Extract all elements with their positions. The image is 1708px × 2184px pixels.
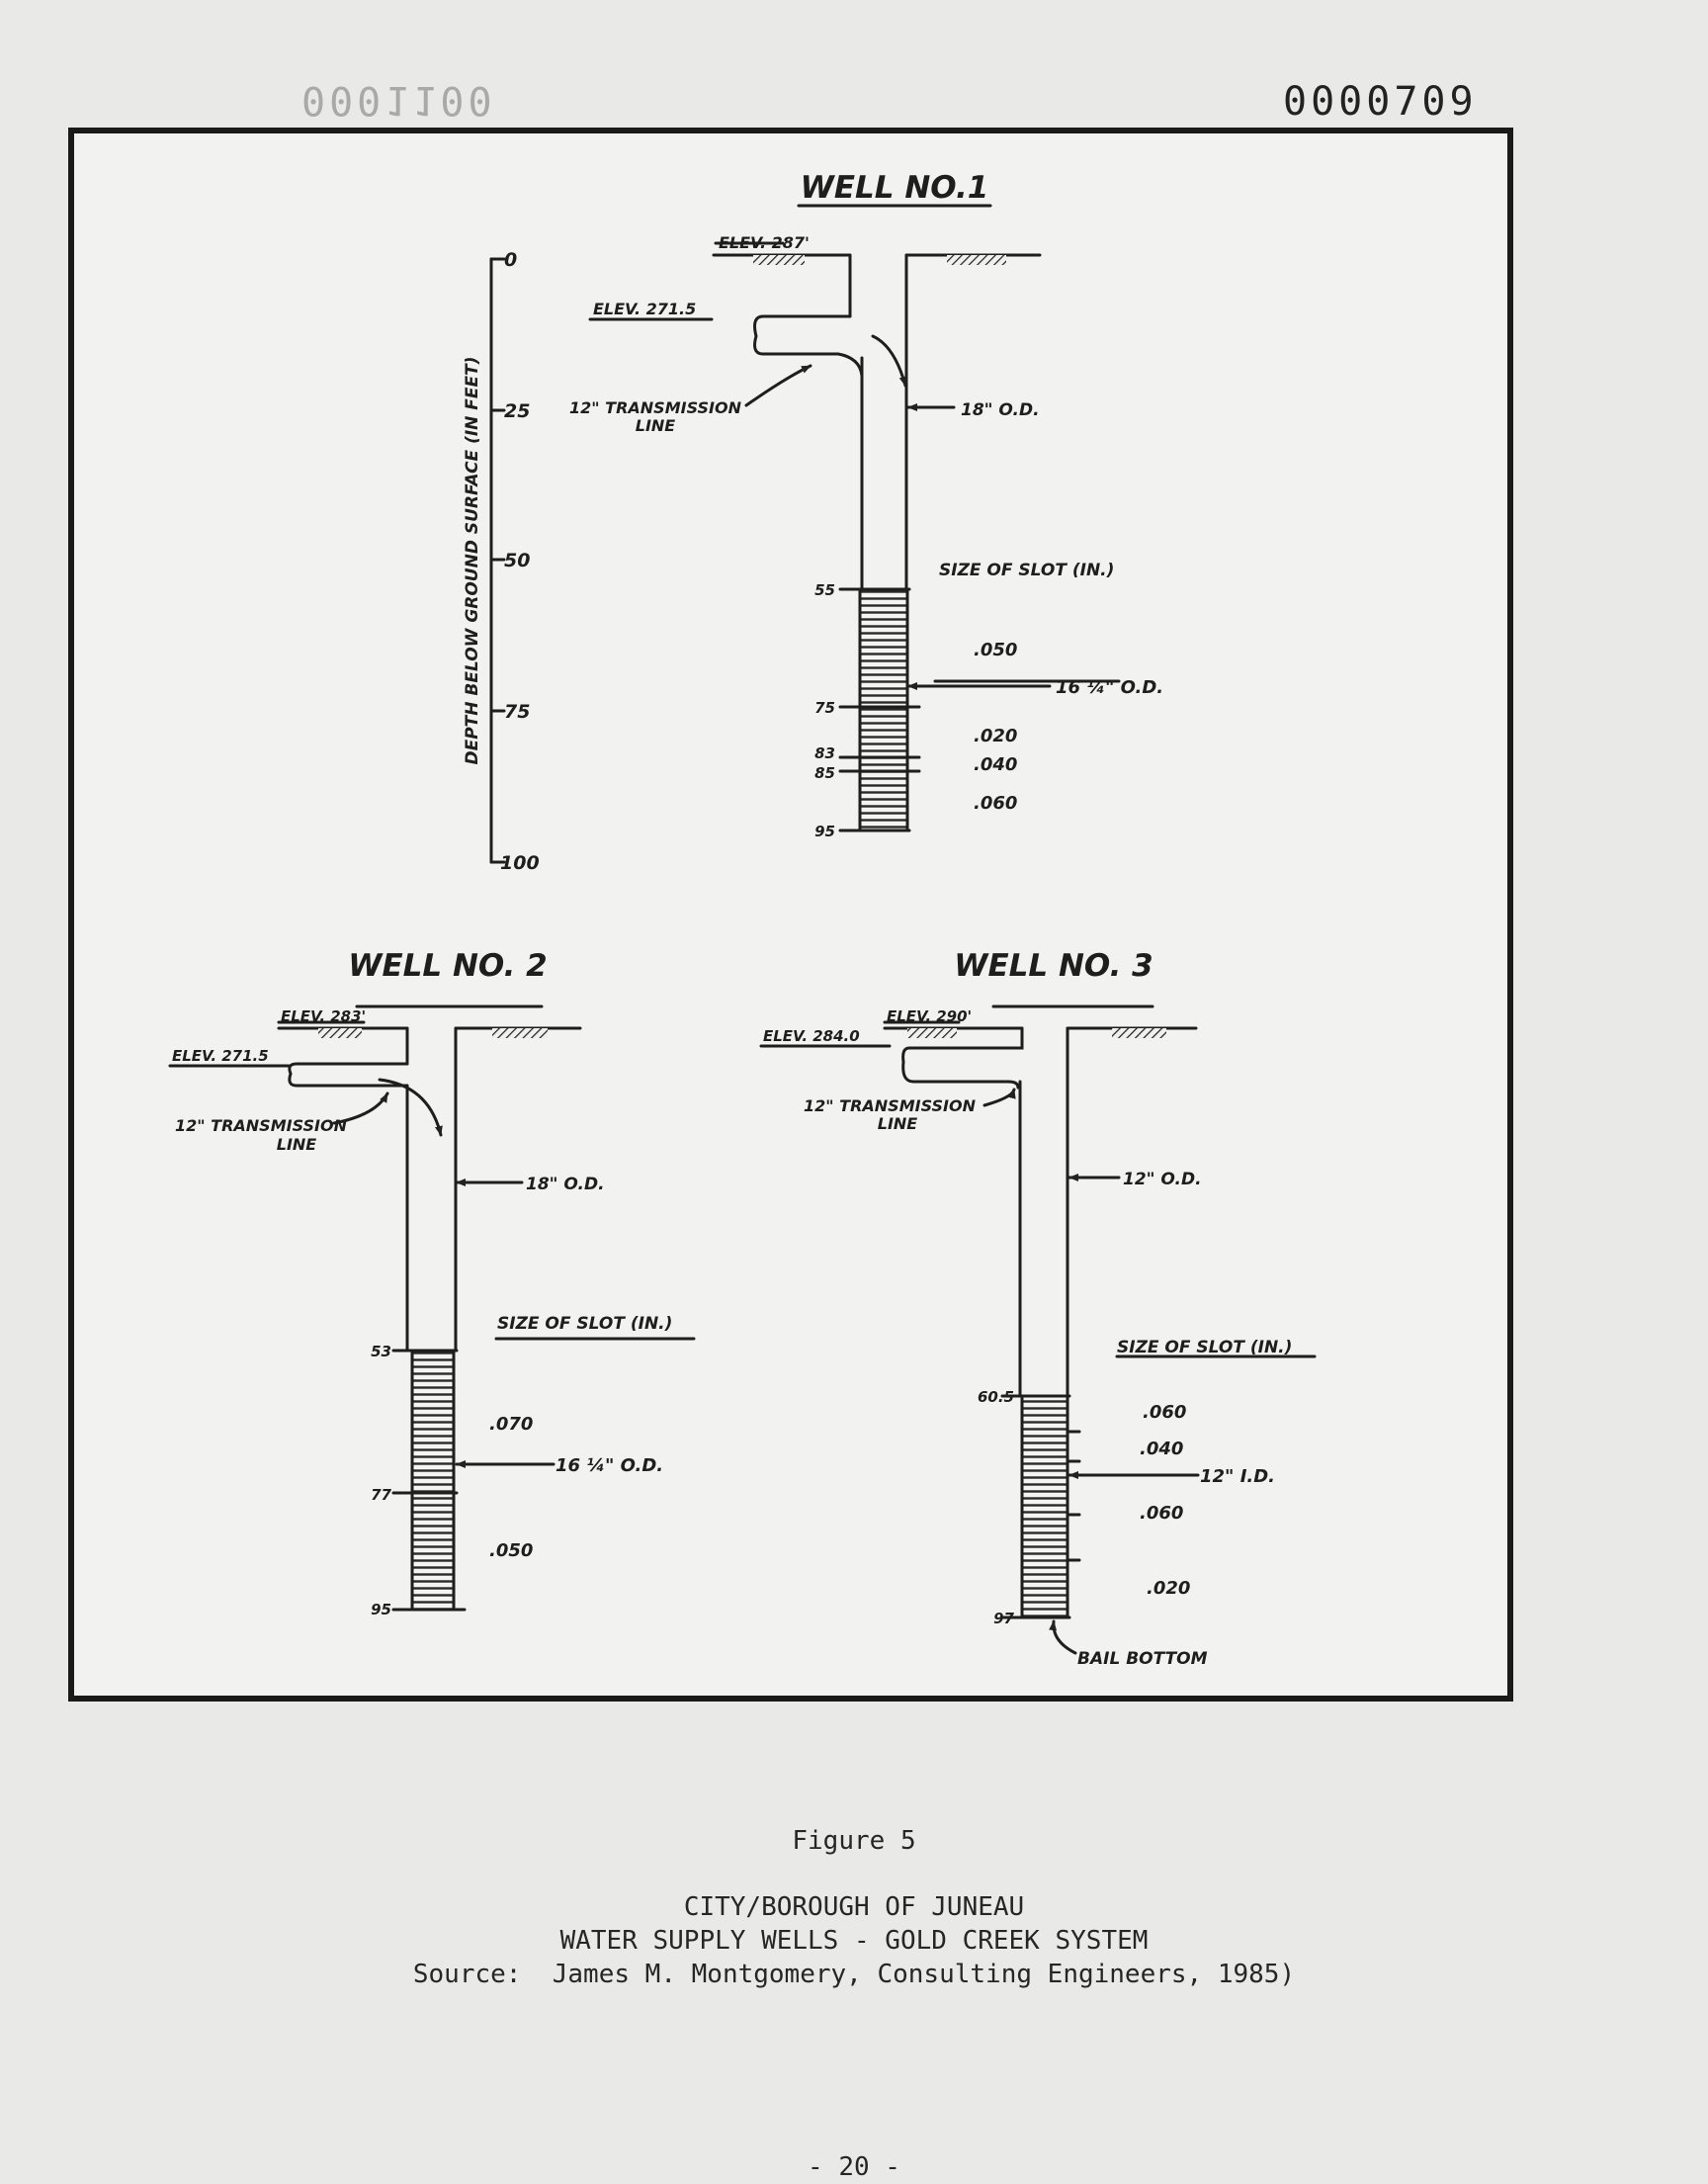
- well-2-elev-pipe: ELEV. 271.5: [172, 1047, 269, 1065]
- well-1-elev-top: ELEV. 287': [719, 233, 810, 252]
- well-1-slot-size: .060: [974, 793, 1018, 814]
- well-1-transmission-label: LINE: [635, 416, 676, 435]
- document-stamp-faded: 0001100: [301, 77, 496, 123]
- well-2-slot-header: SIZE OF SLOT (IN.): [497, 1314, 673, 1334]
- caption-line: CITY/BOROUGH OF JUNEAU: [683, 1892, 1025, 1922]
- page-number: - 20 -: [808, 2152, 900, 2182]
- well-3-depth-label: 97: [993, 1610, 1014, 1627]
- well-1-slot-size: .040: [974, 754, 1018, 775]
- well-1-screen-label: 16 ¼" O.D.: [1056, 677, 1164, 698]
- ground-hatch: [492, 1028, 548, 1038]
- well-1-depth-label: 55: [814, 581, 835, 599]
- ground-hatch: [907, 1028, 957, 1038]
- well-2-title: WELL NO. 2: [348, 948, 548, 984]
- well-3-elev-pipe: ELEV. 284.0: [763, 1027, 860, 1045]
- well-2-depth-label: 77: [371, 1486, 391, 1504]
- well-1-transmission-label: 12" TRANSMISSION: [569, 398, 741, 417]
- well-1-depth-label: 75: [814, 699, 835, 717]
- well-3-slot-header: SIZE OF SLOT (IN.): [1117, 1338, 1293, 1357]
- well-3-title: WELL NO. 3: [954, 948, 1153, 984]
- well-1-slot-size: .020: [974, 726, 1018, 746]
- well-3-slot-size: .020: [1147, 1578, 1191, 1599]
- well-2-depth-label: 95: [371, 1601, 391, 1618]
- figure-caption: [0, 1890, 1708, 1991]
- depth-axis-label: DEPTH BELOW GROUND SURFACE (IN FEET): [463, 356, 482, 765]
- well-1-depth-label: 83: [814, 744, 835, 762]
- well-1-casing-label: 18" O.D.: [961, 400, 1040, 420]
- well-3-elev-top: ELEV. 290': [887, 1007, 973, 1025]
- ground-hatch: [318, 1028, 362, 1038]
- ground-hatch: [753, 255, 805, 265]
- well-3-screen-label: 12" I.D.: [1200, 1466, 1276, 1487]
- ground-hatch: [1112, 1028, 1166, 1038]
- well-2-screen-label: 16 ¼" O.D.: [555, 1455, 664, 1476]
- well-1-slot-size: .050: [974, 640, 1018, 660]
- well-3-transmission-label: LINE: [877, 1114, 918, 1133]
- well-1-slot-header: SIZE OF SLOT (IN.): [939, 561, 1115, 580]
- caption-line: WATER SUPPLY WELLS - GOLD CREEK SYSTEM: [559, 1926, 1149, 1956]
- depth-tick-label: 50: [504, 550, 531, 571]
- document-stamp-number: 0000709: [1283, 79, 1478, 125]
- well-2-slot-size: .070: [489, 1414, 534, 1435]
- well-1-depth-label: 95: [814, 823, 835, 840]
- well-2-depth-label: 53: [371, 1343, 391, 1360]
- well-2-transmission-label: LINE: [276, 1135, 317, 1154]
- well-3-depth-label: 60.5: [977, 1388, 1014, 1406]
- depth-tick-label: 100: [500, 852, 540, 874]
- well-3-casing-label: 12" O.D.: [1123, 1170, 1202, 1189]
- well-1-depth-label: 85: [814, 764, 835, 782]
- well-3-transmission-label: 12" TRANSMISSION: [804, 1096, 976, 1115]
- depth-tick-label: 25: [504, 400, 531, 422]
- well-2-casing-label: 18" O.D.: [526, 1175, 605, 1194]
- well-2-elev-top: ELEV. 283': [281, 1007, 367, 1025]
- well-3-bottom-label: BAIL BOTTOM: [1077, 1649, 1208, 1669]
- well-3-slot-size: .060: [1140, 1503, 1184, 1524]
- well-3-slot-size: .060: [1143, 1402, 1187, 1423]
- depth-tick-label: 0: [504, 249, 518, 271]
- well-2-slot-size: .050: [489, 1540, 534, 1561]
- caption-line: Source: James M. Montgomery, Consulting Engineers, 1985): [412, 1960, 1296, 1989]
- well-1-elev-pipe: ELEV. 271.5: [593, 300, 697, 318]
- well-3-slot-size: .040: [1140, 1439, 1184, 1459]
- well-1-title: WELL NO.1: [800, 170, 989, 206]
- ground-hatch: [947, 255, 1006, 265]
- well-2-transmission-label: 12" TRANSMISSION: [175, 1116, 347, 1135]
- figure-frame: [71, 131, 1510, 1699]
- figure-label: Figure 5: [792, 1826, 916, 1856]
- depth-tick-label: 75: [504, 701, 531, 723]
